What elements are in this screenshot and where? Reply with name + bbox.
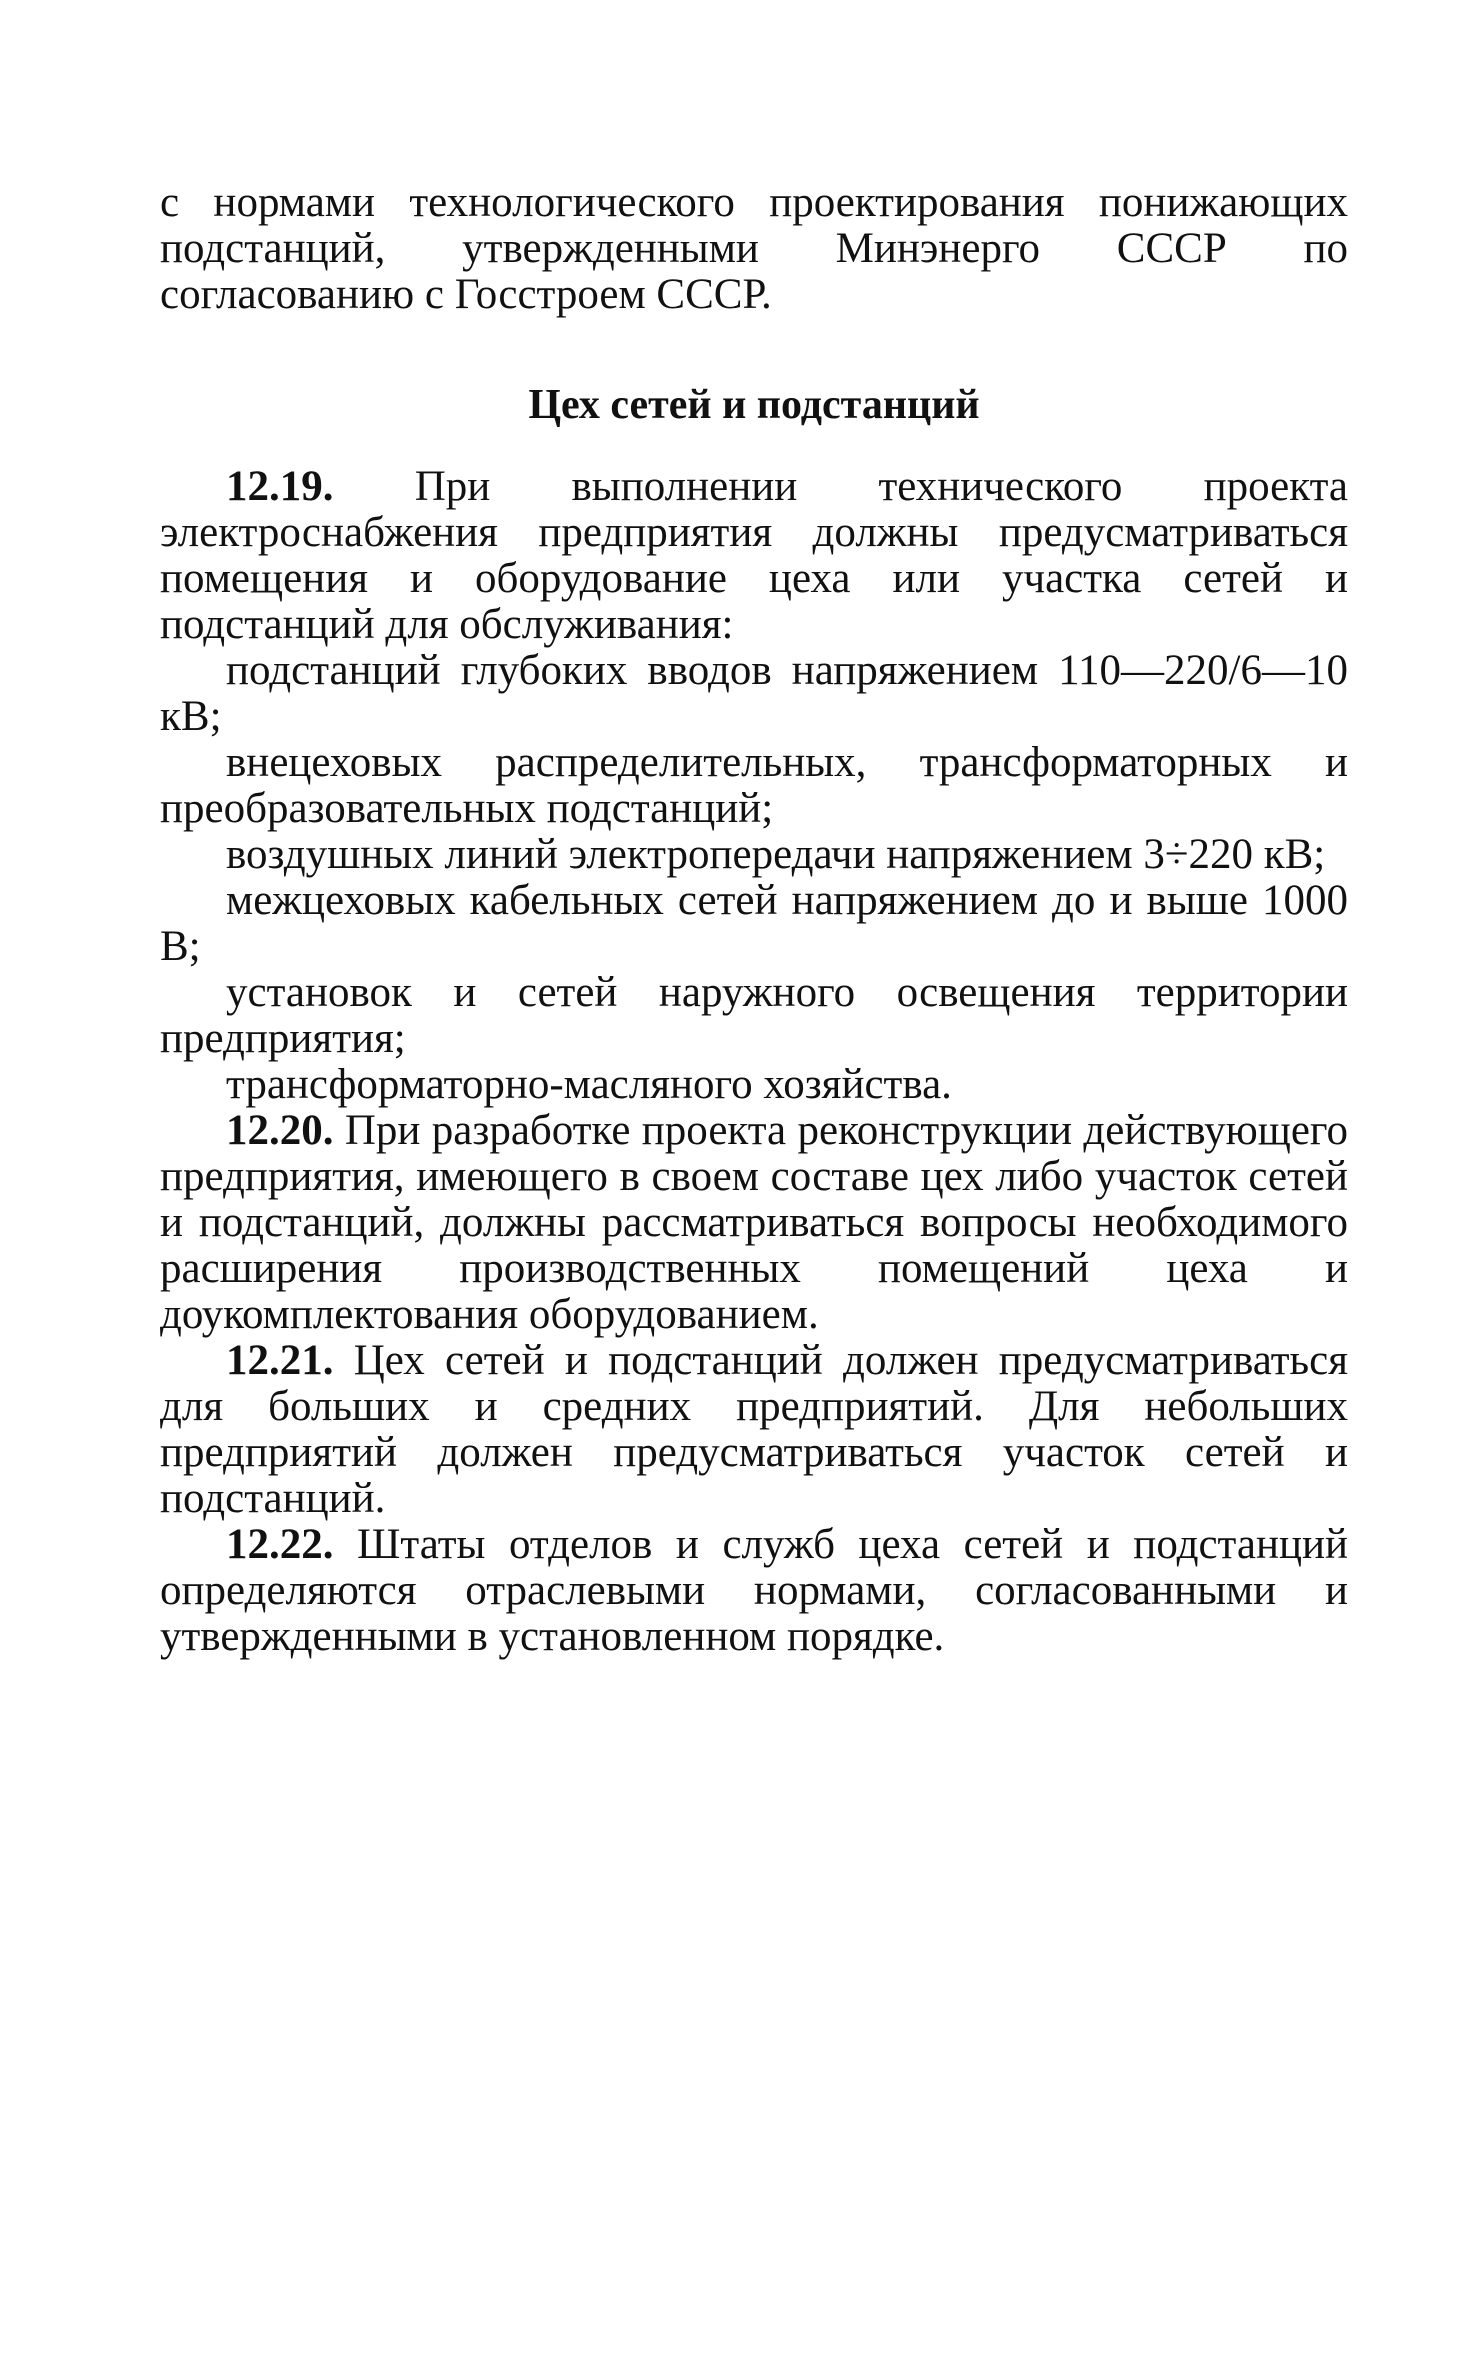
clause-12-21 bbox=[160, 1338, 1348, 1522]
clause-12-20 bbox=[160, 1108, 1348, 1338]
list-item: внецеховых распределительных, трансформаторных и преобразовательных подстанций; bbox=[160, 739, 1348, 832]
clause-number: 12.19. bbox=[226, 463, 334, 510]
clause-12-19 bbox=[160, 464, 1348, 648]
clause-number: 12.22. bbox=[226, 1521, 334, 1568]
clause-number: 12.20. bbox=[226, 1107, 334, 1154]
list-item: трансформаторно-масляного хозяйства. bbox=[226, 1061, 952, 1108]
list-item: межцеховых кабельных сетей напряжением до и выше 1000 В; bbox=[160, 877, 1348, 970]
document-page bbox=[160, 180, 1348, 1660]
list-item: установок и сетей наружного освещения территории предприятия; bbox=[160, 969, 1348, 1062]
intro-paragraph: с нормами технологического проектирования понижающих подстанций, утвержденными Минэнерго СССР по согласованию с Госстроем СССР. bbox=[160, 179, 1348, 318]
clause-text: Штаты отделов и служб цеха сетей и подстанций определяются отраслевыми нормами, согласованными и утвержденными в установленном порядке. bbox=[160, 1521, 1348, 1660]
clause-number: 12.21. bbox=[226, 1337, 334, 1384]
clause-12-22 bbox=[160, 1522, 1348, 1660]
section-heading: Цех сетей и подстанций bbox=[528, 382, 980, 428]
clause-text: При выполнении технического проекта электроснабжения предприятия должны предусматриваться помещения и оборудование цеха или участка сетей и подстанций для обслуживания: bbox=[160, 463, 1348, 648]
clause-text: Цех сетей и подстанций должен предусматриваться для больших и средних предприятий. Для небольших предприятий должен предусматриваться участок сетей и подстанций. bbox=[160, 1337, 1348, 1522]
list-item: воздушных линий электропередачи напряжением 3÷220 кВ; bbox=[226, 831, 1326, 878]
clause-text: При разработке проекта реконструкции действующего предприятия, имеющего в своем составе цех либо участок сетей и подстанций, должны рассматриваться вопросы необходимого расширения производственных помещений цеха и доукомплектования оборудованием. bbox=[160, 1107, 1348, 1338]
list-item: подстанций глубоких вводов напряжением 110—220/6—10 кВ; bbox=[160, 647, 1348, 740]
